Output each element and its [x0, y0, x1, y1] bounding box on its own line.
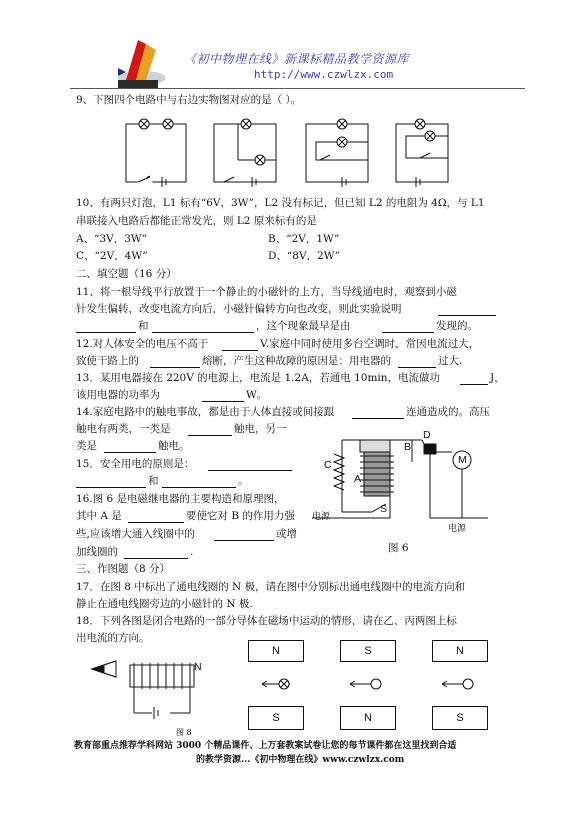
- q11-blank-3[interactable]: [152, 322, 254, 333]
- q15-blank-2[interactable]: [76, 477, 146, 488]
- logo-graphic: [112, 34, 168, 94]
- q10-option-c: C、“2V，4W”: [76, 250, 148, 262]
- q16-blank-1[interactable]: [128, 512, 184, 523]
- question-10-line2: 串联接入电路后都能正常发光，则 L2 原来标有的是: [76, 215, 317, 227]
- magnet-top-3: N: [432, 640, 488, 662]
- fig6-source-right: 电源: [448, 524, 467, 534]
- magnet-top-1: N: [248, 640, 304, 662]
- q13-text-b: J，: [490, 372, 505, 384]
- q15-text-a: 15．安全用电的原则是：: [76, 458, 195, 470]
- fig6-caption: 图 6: [388, 542, 409, 554]
- q15-blank-1[interactable]: [208, 460, 292, 471]
- fig6-label-m: M: [458, 454, 467, 466]
- q12-blank-3[interactable]: [398, 357, 436, 368]
- magnet-bottom-2: N: [340, 706, 396, 730]
- q14-blank-3[interactable]: [104, 442, 156, 453]
- magnet-bottom-3: S: [432, 706, 488, 730]
- q11-text-c: 发现的。: [436, 320, 478, 332]
- question-10-line1: 10、有两只灯泡，L1 标有“6V，3W”，L2 没有标记，但已知 L2 的电阻为 4Ω，与 L1: [76, 197, 485, 209]
- q14-text-b: 连通造成的。高压: [406, 406, 490, 418]
- q14-blank-1[interactable]: [352, 408, 404, 419]
- q14-text-e: 类是: [76, 440, 97, 452]
- fig6-label-b: B: [404, 441, 412, 453]
- q13-blank-2[interactable]: [202, 391, 244, 402]
- q12-blank-2[interactable]: [150, 357, 200, 368]
- q13-blank-1[interactable]: [460, 374, 488, 385]
- fig6-label-a: A: [354, 473, 362, 485]
- magnet-top-2: S: [340, 640, 396, 662]
- q13-text-c: 该用电器的功率为: [76, 389, 160, 401]
- q12-text-e: 过大.: [438, 355, 463, 367]
- q16-blank-2[interactable]: [214, 530, 274, 541]
- conductor-motion-row: [262, 676, 482, 692]
- fig8-caption: 图 8: [176, 728, 192, 737]
- magnet-bottom-1: S: [248, 706, 304, 730]
- site-title: 《初中物理在线》新课标精品教学资源库: [184, 52, 410, 66]
- section-2-title: 二、填空题（16 分）: [76, 268, 177, 280]
- q14-text-c: 触电有两类，一类是: [76, 423, 171, 435]
- q11-blank-2[interactable]: [76, 322, 136, 333]
- q11-text-b: ，这个现象最早是由: [256, 320, 351, 332]
- q15-end: 。: [238, 475, 249, 487]
- question-18-line1: 18．下列各图是闭合电路的一部分导体在磁场中运动的情形，请在乙、丙两图上标: [76, 615, 457, 627]
- footer-line-1: 教育部重点推荐学科网站 3000 个精品课件、上万套教案试卷让您的每节课件都在这里找到合适: [74, 741, 457, 751]
- fig6-label-d: D: [423, 429, 431, 441]
- q12-blank-1[interactable]: [222, 340, 258, 351]
- header-rule: [70, 88, 525, 89]
- q15-blank-3[interactable]: [162, 477, 236, 488]
- q13-text-a: 13．某用电器接在 220V 的电源上，电流是 1.2A，若通电 10min，电流做功: [76, 372, 441, 384]
- q16-text-d: 些,应该增大通入线圈中的: [76, 528, 195, 540]
- fig8-pole-label: N: [194, 661, 202, 673]
- q16-text-g: .: [190, 546, 194, 558]
- footer-line-2: 的教学资源...《初中物理在线》www.czwlzx.com: [196, 755, 405, 765]
- question-17-line2: 静止在通电线圈旁边的小磁针的 N 极.: [76, 598, 253, 610]
- fig6-label-c: C: [324, 459, 332, 471]
- q10-option-b: B、“2V，1W”: [268, 233, 340, 245]
- question-17-line1: 17．在图 8 中标出了通电线圈的 N 极，请在图中分别标出通电线圈中的电流方向和: [76, 581, 466, 593]
- q16-text-a: 16.图 6 是电磁继电器的主要构造和原理图，: [76, 493, 285, 505]
- q9-circuit-diagrams: [120, 118, 450, 190]
- question-11-line1: 11、将一根导线平行放置于一个静止的小磁针的上方，当导线通电时，观察到小磁: [76, 286, 457, 298]
- section-3-title: 三、作图题（8 分）: [76, 563, 171, 575]
- q11-and: 和: [138, 320, 149, 332]
- q12-text-b: V.家庭中同时使用多台空调时，常因电流过大，: [260, 338, 480, 350]
- q12-text-c: 致使干路上的: [76, 355, 139, 367]
- fig6-label-s: S: [380, 503, 388, 515]
- q16-text-b: 其中 A 是: [76, 510, 122, 522]
- fig6-source-left: 电源: [312, 512, 331, 522]
- q16-text-f: 加线圈的: [76, 546, 118, 558]
- q16-text-c: 要使它对 B 的作用力强: [186, 510, 295, 522]
- site-logo: [112, 34, 168, 94]
- question-11-line2: 针发生偏转，改变电流方向后，小磁针偏转方向也改变，则此实验说明: [76, 303, 402, 315]
- q16-text-e: 或增: [276, 528, 297, 540]
- q14-text-d: 触电，另一: [234, 423, 287, 435]
- q14-text-a: 14.家庭电路中的触电事故，都是由于人体直接或间接跟: [76, 406, 335, 418]
- q10-option-a: A、“3V，3W”: [76, 233, 148, 245]
- question-9: 9、下图四个电路中与右边实物图对应的是（ ）。: [76, 94, 302, 106]
- q12-text-d: 熔断，产生这种故障的原因是：用电器的: [202, 355, 391, 367]
- q16-blank-3[interactable]: [124, 548, 188, 559]
- figure-6-relay-diagram: [312, 432, 492, 532]
- q11-blank-1[interactable]: [438, 305, 496, 316]
- question-18-line2: 出电流的方向。: [76, 632, 150, 644]
- q15-and: 和: [148, 475, 159, 487]
- q10-option-d: D、“8V，2W”: [268, 250, 341, 262]
- q13-text-d: W。: [246, 389, 268, 401]
- q12-text-a: 12.对人体安全的电压不高于: [76, 338, 209, 350]
- q14-text-f: 触电。: [158, 440, 190, 452]
- q11-blank-4[interactable]: [382, 322, 434, 333]
- q14-blank-2[interactable]: [188, 425, 232, 436]
- site-url[interactable]: http://www.czwlzx.com: [254, 68, 394, 81]
